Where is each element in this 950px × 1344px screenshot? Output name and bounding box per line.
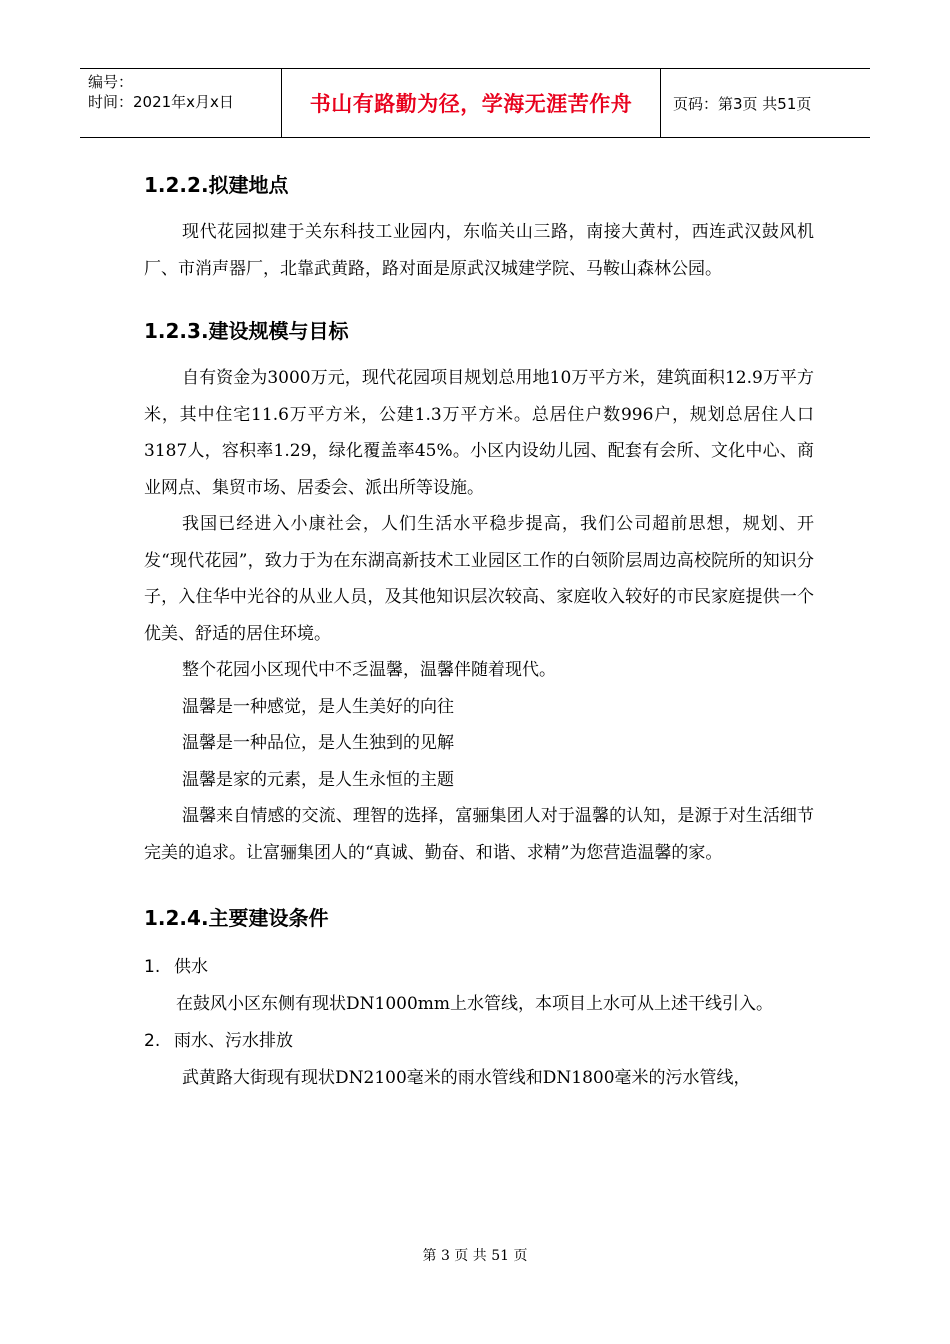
section-heading-1-2-3: 1.2.3.建设规模与目标 (144, 319, 349, 343)
paragraph: 现代花园拟建于关东科技工业园内，东临关山三路，南接大黄村，西连武汉鼓风机厂、市消声器厂，北靠武黄路，路对面是原武汉城建学院、马鞍山森林公园。 (144, 222, 814, 279)
list-item-drainage (144, 1023, 814, 1060)
header-page-info: 页码：第3页 共51页 (673, 94, 812, 113)
paragraph: 整个花园小区现代中不乏温馨，温馨伴随着现代。 (182, 660, 556, 680)
list-item-water-supply (144, 949, 814, 986)
page-header (80, 68, 870, 138)
time-label: 时间：2021年x月x日 (88, 93, 234, 111)
paragraph: 温馨是家的元素，是人生永恒的主题 (182, 769, 454, 790)
paragraph: 在鼓风小区东侧有现状DN1000mm上水管线，本项目上水可从上述干线引入。 (176, 994, 774, 1014)
list-number: 1. (144, 957, 161, 977)
paragraph: 武黄路大街现有现状DN2100毫米的雨水管线和DN1800毫米的污水管线， (182, 1068, 751, 1088)
number-label: 编号： (88, 73, 134, 91)
section-heading-1-2-4: 1.2.4.主要建设条件 (144, 906, 329, 930)
paragraph: 我国已经进入小康社会，人们生活水平稳步提高，我们公司超前思想，规划、开发“现代花园”，致力于为在东湖高新技术工业园区工作的白领阶层周边高校院所的知识分子，入住华中光谷的从业人员，及其他知识层次较高、家庭收入较好的市民家庭提供一个优美、舒适的居住环境。 (144, 514, 814, 644)
document-body (144, 160, 814, 1097)
list-label: 供水 (174, 957, 208, 977)
list-label: 雨水、污水排放 (174, 1031, 293, 1051)
header-meta (80, 69, 282, 137)
paragraph: 温馨是一种感觉，是人生美好的向往 (182, 696, 454, 717)
paragraph: 温馨是一种品位，是人生独到的见解 (182, 733, 454, 753)
section-heading-1-2-2: 1.2.2.拟建地点 (144, 173, 289, 197)
header-motto: 书山有路勤为径，学海无涯苦作舟 (282, 69, 661, 137)
paragraph: 温馨来自情感的交流、理智的选择，富骊集团人对于温馨的认知，是源于对生活细节完美的追求。让富骊集团人的“真诚、勤奋、和谐、求精”为您营造温馨的家。 (144, 806, 814, 863)
list-number: 2. (144, 1031, 161, 1051)
paragraph: 自有资金为3000万元，现代花园项目规划总用地10万平方米，建筑面积12.9万平方米，其中住宅11.6万平方米，公建1.3万平方米。总居住户数996户，规划总居住人口3187人，容积率1.29，绿化覆盖率45%。小区内设幼儿园、配套有会所、文化中心、商业网点、集贸市场、居委会、派出所等设施。 (144, 368, 814, 498)
page-footer: 第 3 页 共 51 页 (422, 1248, 528, 1264)
